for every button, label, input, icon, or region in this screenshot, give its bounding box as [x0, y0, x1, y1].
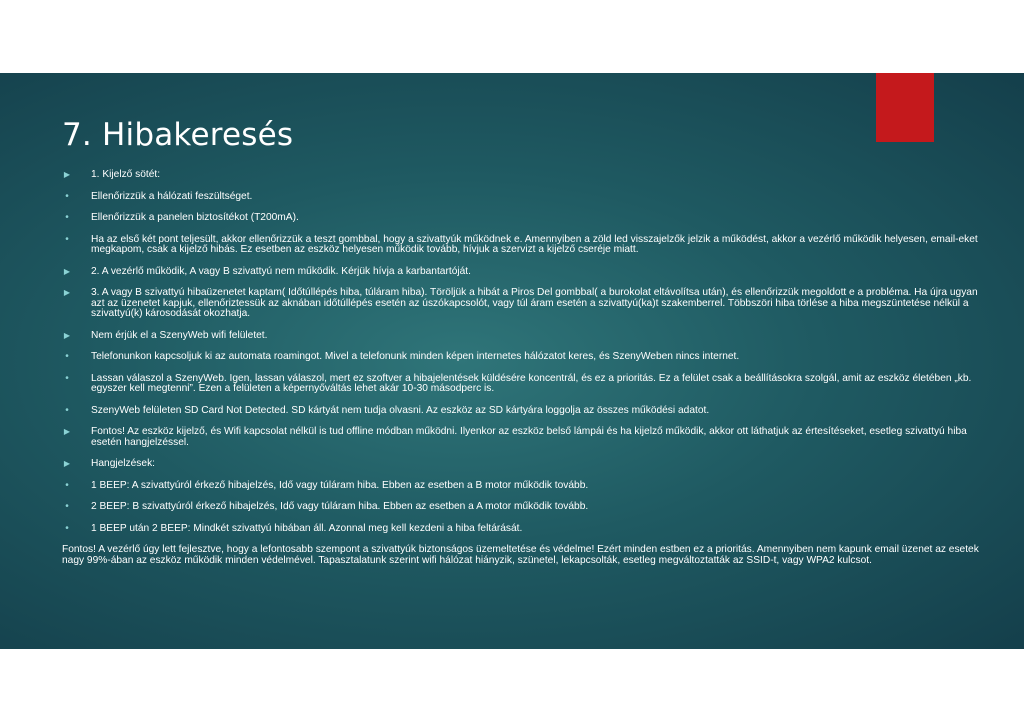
list-item — [62, 192, 980, 203]
list-item — [62, 481, 980, 492]
list-item-text: Lassan válaszol a SzenyWeb. Igen, lassan válaszol, mert ez szoftver a hibajelentések küldésére koncentrál, és ez a prioritás. Ez a felület csak a beállításokra szolgál, amit az eszköz életében „kb. egyszer kell megtenni”. Ezen a felületen a képernyőváltás lehet akár 10-30 másodperc is. — [91, 372, 972, 394]
triangle-bullet-icon: ▶ — [63, 427, 71, 436]
list-item-text: SzenyWeb felületen SD Card Not Detected. SD kártyát nem tudja olvasni. Az eszköz az SD kártyára loggolja az összes működési adatot. — [91, 404, 710, 416]
note-paragraph — [62, 545, 980, 566]
list-item — [62, 170, 980, 181]
dot-bullet-icon: • — [65, 501, 69, 512]
list-item — [62, 213, 980, 224]
list-item-text: 1 BEEP: A szivattyúról érkező hibajelzés, Idő vagy túláram hiba. Ebben az esetben a B motor működik tovább. — [91, 479, 589, 491]
list-item — [62, 267, 980, 278]
list-item-text: Nem érjük el a SzenyWeb wifi felületet. — [91, 329, 268, 341]
list-item — [62, 459, 980, 470]
list-item-text: 1 BEEP után 2 BEEP: Mindkét szivattyú hibában áll. Azonnal meg kell kezdeni a hiba feltárását. — [91, 522, 523, 534]
list-item-text: 2 BEEP: B szivattyúról érkező hibajelzés, Idő vagy túláram hiba. Ebben az esetben a A motor működik tovább. — [91, 501, 589, 512]
list-item-text: Ha az első két pont teljesült, akkor ellenőrizzük a teszt gombbal, hogy a szivattyúk működnek e. Amennyiben a zöld led visszajelzők jelzik a működést, akkor a vezérlő működik helyesen, email-eket megkapom, csak a kijelző hibás. Ez esetben az eszköz helyesen működik tovább, hívjuk a szervizt a kijelző cseréje miatt. — [91, 233, 978, 255]
triangle-bullet-icon: ▶ — [63, 266, 71, 276]
triangle-bullet-icon: ▶ — [63, 288, 71, 297]
list-item — [62, 406, 980, 417]
list-item — [62, 352, 980, 363]
list-item-text: 2. A vezérlő működik, A vagy B szivattyú nem működik. Kérjük hívja a karbantartóját. — [91, 265, 471, 277]
triangle-bullet-icon: ▶ — [63, 170, 71, 179]
dot-bullet-icon: • — [65, 233, 69, 245]
slide-title: 7. Hibakeresés — [62, 117, 294, 153]
list-item-text: Ellenőrizzük a hálózati feszültséget. — [91, 190, 253, 202]
dot-bullet-icon: • — [65, 522, 69, 534]
dot-bullet-icon: • — [65, 404, 69, 416]
list-item — [62, 427, 980, 448]
dot-bullet-icon: • — [65, 372, 69, 384]
red-accent-bar — [876, 73, 934, 142]
troubleshooting-list — [62, 170, 980, 577]
list-item-text: Fontos! Az eszköz kijelző, és Wifi kapcsolat nélkül is tud offline módban működni. Ilyenkor az eszköz belső lámpái és ha kijelző működik, akkor ott láthatjuk az értesítéseket, esetleg szivattyú hiba esetén hangjelzéssel. — [91, 426, 967, 448]
dot-bullet-icon: • — [65, 479, 69, 491]
list-item-text: 3. A vagy B szivattyú hibaüzenetet kaptam( Időtúllépés hiba, túláram hiba). Töröljük a hibát a Piros Del gombbal( a burokolat eltávolítsa után), és ellenőrizzük megoldott e a probléma. Ha újra ugyan azt az üzenetet kapjuk, ellenőriztessük az aknában időtúllépés esetén az úszókapcsolót, vagy túl áram esetén a szivattyú(ka)t szakemberrel. Többszöri hiba törlése a hiba megszüntetése nélkül a szivattyú(k) károsodását okozhatja. — [91, 287, 978, 319]
list-item — [62, 235, 980, 256]
list-item — [62, 524, 980, 535]
list-item — [62, 288, 980, 320]
list-item-text: Ellenőrizzük a panelen biztosítékot (T200mA). — [91, 212, 299, 223]
triangle-bullet-icon: ▶ — [63, 459, 71, 468]
list-item — [62, 502, 980, 513]
list-item — [62, 331, 980, 342]
slide — [0, 73, 1024, 649]
triangle-bullet-icon: ▶ — [63, 330, 71, 340]
list-item-text: 1. Kijelző sötét: — [91, 169, 161, 180]
list-item — [62, 374, 980, 395]
dot-bullet-icon: • — [65, 212, 69, 223]
dot-bullet-icon: • — [65, 351, 69, 362]
dot-bullet-icon: • — [65, 190, 69, 202]
list-item-text: Telefonunkon kapcsoljuk ki az automata roamingot. Mivel a telefonunk minden képen internetes hálózatot keres, és SzenyWeben nincs internet. — [91, 351, 740, 362]
list-item-text: Hangjelzések: — [91, 458, 155, 469]
list-item-text: Fontos! A vezérlő úgy lett fejlesztve, hogy a lefontosabb szempont a szivattyúk biztonságos üzemeltetése és védelme! Ezért minden estben ez a prioritás. Amennyiben nem kapunk email üzenet az esetek nagy 99%-ában az eszköz működik minden védelmével. Tapasztalatunk szerint wifi hálózat hiányzik, szünetel, lekapcsolták, esetleg megváltoztatták az SSID-t, vagy WPA2 kulcsot. — [62, 544, 979, 566]
